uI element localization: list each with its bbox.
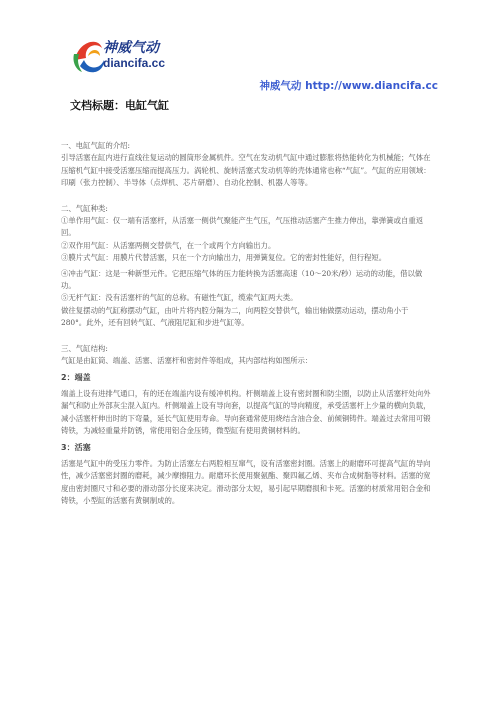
- paragraph: 引导活塞在缸内进行直线往复运动的圆筒形金属机件。空气在发动机气缸中通过膨胀将热能转化为机械能；气体在压缩机气缸中接受活塞压缩而提高压力。涡轮机、旋转活塞式发动机等的壳体通常也称“气缸”。气缸的应用领域：印刷（张力控制）、半导体（点焊机、芯片研磨）、自动化控制、机器人等等。: [61, 153, 431, 188]
- logo-domain: diancifa.cc: [103, 56, 166, 70]
- site-link[interactable]: 神威气动 http://www.diancifa.cc: [259, 80, 438, 92]
- list-item: ③膜片式气缸：用膜片代替活塞，只在一个方向输出力，用弹簧复位。它的密封性能好，但行程短。: [61, 253, 387, 263]
- paragraph: 端盖上设有进排气通口，有的还在端盖内设有缓冲机构。杆侧端盖上设有密封圈和防尘圈，以防止从活塞杆处向外漏气和防止外部灰尘混入缸内。杆侧端盖上设有导向套，以提高气缸的导向精度，承受活塞杆上少量的横向负载，减小活塞杆伸出时的下弯量，延长气缸使用寿命。导向套通常使用烧结含油合金、前倾铜铸件。端盖过去常用可锻铸铁，为减轻重量并防锈，常使用铝合金压铸，微型缸有使用黄铜材料的。: [61, 388, 431, 436]
- document-body: [61, 140, 433, 508]
- list-item: ②双作用气缸：从活塞两侧交替供气，在一个或两个方向输出力。: [61, 240, 276, 250]
- logo-name: 神威气动: [103, 40, 159, 56]
- paragraph: 气缸是由缸筒、端盖、活塞、活塞杆和密封件等组成，其内部结构如图所示：: [61, 356, 313, 366]
- subsection-title: 3：活塞: [61, 442, 91, 452]
- subsection-title: 2：端盖: [61, 372, 91, 382]
- section-heading: 二、气缸种类:: [61, 203, 108, 213]
- document-title: 文档标题：电缸气缸: [70, 99, 169, 112]
- list-item: ④冲击气缸：这是一种新型元件。它把压缩气体的压力能转换为活塞高速（10～20米/秒）运动的动能，借以做功。: [61, 268, 423, 291]
- section-heading: 一、电缸气缸的介绍:: [61, 141, 131, 150]
- list-item: 做往复摆动的气缸称摆动气缸，由叶片将内腔分隔为二，向两腔交替供气，输出轴做摆动运动，摆动角小于280°。此外，还有回转气缸、气液阻尼缸和步进气缸等。: [61, 305, 409, 328]
- section-heading: 三、气缸结构:: [61, 343, 108, 353]
- list-item: ①单作用气缸：仅一端有活塞杆，从活塞一侧供气聚能产生气压，气压推动活塞产生推力伸出，靠弹簧或自重返回。: [61, 216, 424, 238]
- paragraph: 活塞是气缸中的受压力零件。为防止活塞左右两腔相互窜气，设有活塞密封圈。活塞上的耐磨环可提高气缸的导向性，减少活塞密封圈的磨耗，减少摩擦阻力。耐磨环长使用聚氨酯、聚四氟乙烯、夹布合成树脂等材料。活塞的宽度由密封圈尺寸和必要的滑动部分长度来决定。滑动部分太短，易引起早期磨损和卡死。活塞的材质常用铝合金和铸铁，小型缸的活塞有黄铜制成的。: [61, 458, 431, 506]
- list-item: ⑤无杆气缸：没有活塞杆的气缸的总称。有磁性气缸，缆索气缸两大类。: [61, 293, 298, 303]
